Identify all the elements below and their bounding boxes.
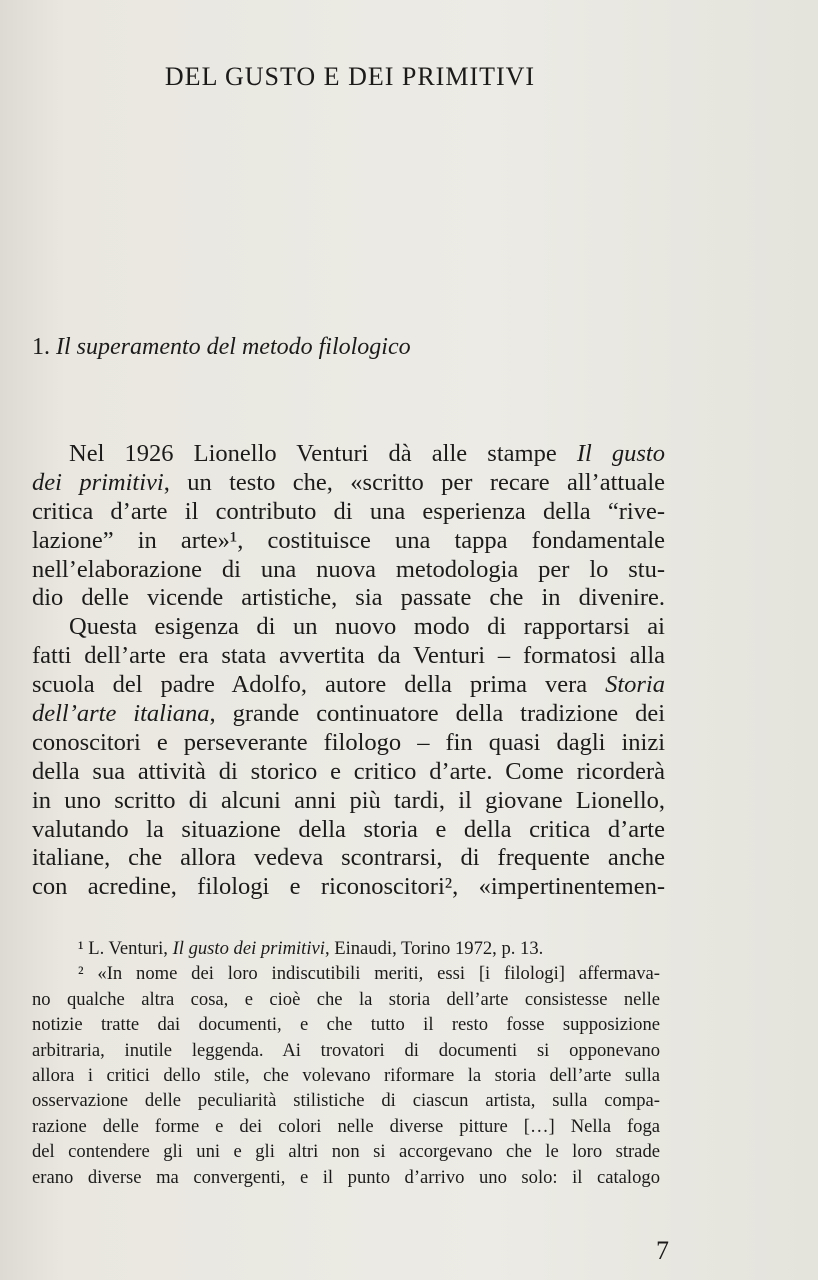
text-run: , Einaudi, Torino 1972, p. 13. xyxy=(324,938,544,959)
body-line xyxy=(32,816,665,845)
text-run: conoscitori e perseverante filologo – fin quasi dagli inizi xyxy=(32,728,665,756)
footnote-line xyxy=(32,1063,660,1088)
body-line xyxy=(32,527,665,556)
footnote-line xyxy=(32,1088,660,1113)
italic-text: Il gusto xyxy=(576,440,665,467)
text-run: dio delle vicende artistiche, sia passate che in divenire. xyxy=(32,584,665,612)
body-line xyxy=(32,498,665,527)
body-line xyxy=(32,613,665,642)
text-run: no qualche altra cosa, e cioè che la storia dell’arte consistesse nelle xyxy=(32,988,660,1010)
body-line xyxy=(32,556,665,585)
page-number: 7 xyxy=(656,1236,669,1265)
text-run: allora i critici dello stile, che volevano riformare la storia dell’arte sulla xyxy=(32,1064,660,1086)
body-line xyxy=(32,729,665,758)
footnote-line xyxy=(32,961,660,986)
section-heading xyxy=(32,334,411,361)
footnote-line xyxy=(32,936,660,961)
text-run: lazione” in arte»¹, costituisce una tappa fondamentale xyxy=(32,526,665,554)
text-run: scuola del padre Adolfo, autore della prima vera xyxy=(32,671,606,699)
footnote-line xyxy=(32,1012,660,1037)
text-run: nell’elaborazione di una nuova metodologia per lo stu- xyxy=(32,555,665,583)
footnote-line xyxy=(32,987,660,1012)
footnote-line xyxy=(32,1038,660,1063)
text-run: in uno scritto di alcuni anni più tardi, il giovane Lionello, xyxy=(32,786,665,814)
footnotes xyxy=(32,936,660,1190)
text-run: valutando la situazione della storia e della critica d’arte xyxy=(32,815,665,843)
text-run: della sua attività di storico e critico d’arte. Come ricorderà xyxy=(32,757,665,785)
body-line xyxy=(32,844,665,873)
text-run: del contendere gli uni e gli altri non si accorgevano che le loro strade xyxy=(32,1141,660,1163)
text-run: , un testo che, «scritto per recare all’attuale xyxy=(163,468,665,496)
text-run: arbitraria, inutile leggenda. Ai trovatori di documenti si opponevano xyxy=(32,1039,660,1061)
text-run: erano diverse ma convergenti, e il punto d’arrivo uno solo: il catalogo xyxy=(32,1166,660,1188)
body-line xyxy=(32,787,665,816)
footnote-line xyxy=(32,1165,660,1190)
text-run: ² «In nome dei loro indiscutibili meriti, essi [i filologi] affermava- xyxy=(78,963,660,985)
text-run: notizie tratte dai documenti, e che tutto il resto fosse supposizione xyxy=(32,1014,660,1036)
italic-text: dei primitivi xyxy=(32,468,164,496)
chapter-title: DEL GUSTO E DEI PRIMITIVI xyxy=(164,62,536,91)
text-run: osservazione delle peculiarità stilistiche di ciascun artista, sulla compa- xyxy=(32,1090,660,1112)
text-run: razione delle forme e dei colori nelle diverse pitture […] Nella foga xyxy=(32,1115,660,1137)
section-number: 1. xyxy=(32,334,56,360)
body-line xyxy=(32,671,665,700)
text-run: ¹ L. Venturi, xyxy=(78,938,173,959)
body-line xyxy=(32,584,665,613)
text-run: con acredine, filologi e riconoscitori², «impertinentemen- xyxy=(32,873,665,901)
footnote-line xyxy=(32,1139,660,1164)
body-line xyxy=(32,440,665,469)
text-run: italiane, che allora vedeva scontrarsi, di frequente anche xyxy=(32,844,665,872)
italic-text: Il gusto dei primitivi xyxy=(172,938,325,959)
body-line xyxy=(32,758,665,787)
text-run: , grande continuatore della tradizione dei xyxy=(209,700,666,728)
text-run: critica d’arte il contributo di una esperienza della “rive- xyxy=(32,497,665,525)
body-line xyxy=(32,642,665,671)
text-run: Nel 1926 Lionello Venturi dà alle stampe xyxy=(69,440,577,467)
text-run: Questa esigenza di un nuovo modo di rapportarsi ai xyxy=(69,613,665,641)
italic-text: dell’arte italiana xyxy=(32,700,210,728)
body-line xyxy=(32,873,665,902)
section-title: Il superamento del metodo filologico xyxy=(56,334,411,360)
text-run: fatti dell’arte era stata avvertita da Venturi – formatosi alla xyxy=(32,642,665,670)
body-text xyxy=(32,440,665,902)
footnote-line xyxy=(32,1114,660,1139)
body-line xyxy=(32,469,665,498)
body-line xyxy=(32,700,665,729)
italic-text: Storia xyxy=(605,671,665,699)
